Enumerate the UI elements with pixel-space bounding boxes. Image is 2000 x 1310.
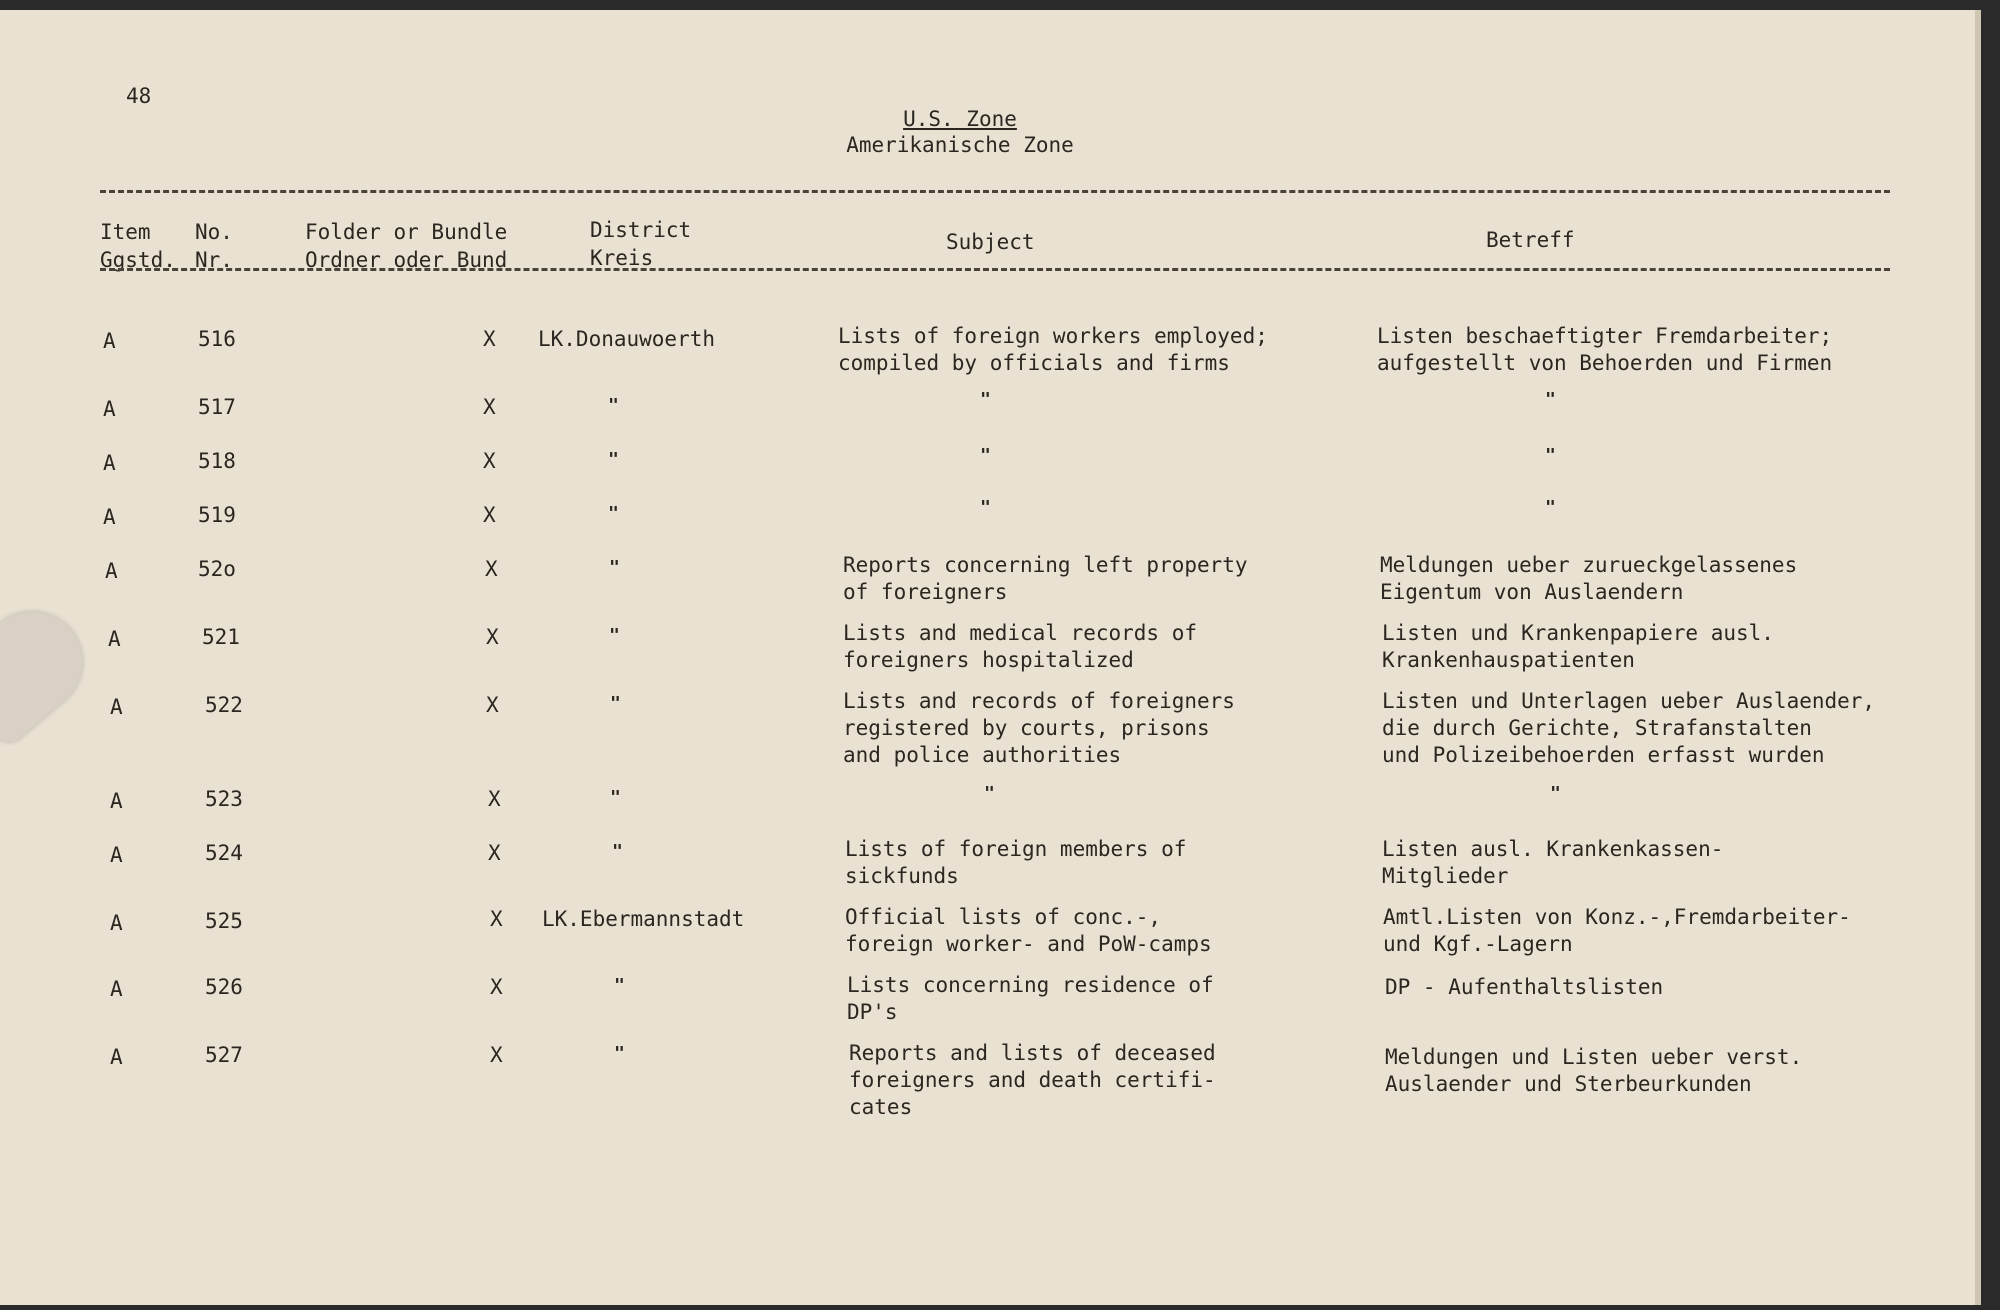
subject-line: of foreigners: [843, 580, 1008, 604]
row-subject: [838, 323, 1268, 377]
row-no: 527: [205, 1043, 243, 1067]
row-no: 526: [205, 975, 243, 999]
subject-line: cates: [849, 1095, 913, 1119]
row-subject: [845, 836, 1186, 890]
betreff-line: Mitglieder: [1382, 864, 1509, 888]
row-item: A: [110, 911, 123, 935]
subject-line: foreign worker- and PoW-camps: [845, 932, 1212, 956]
thumb-overlay: [0, 592, 103, 749]
row-betreff: [1382, 688, 1875, 769]
row-district: ": [614, 975, 625, 996]
subject-line: compiled by officials and firms: [838, 351, 1230, 375]
betreff-line: Amtl.Listen von Konz.-,Fremdarbeiter-: [1383, 905, 1851, 929]
row-subject: [843, 620, 1197, 674]
betreff-line: die durch Gerichte, Strafanstalten: [1382, 716, 1812, 740]
row-subject: [843, 688, 1235, 769]
row-folder: X: [483, 503, 496, 527]
zone-title: [640, 106, 1280, 158]
header-item: [100, 218, 176, 274]
betreff-line: Meldungen ueber zurueckgelassenes: [1380, 553, 1798, 577]
row-betreff: [1380, 552, 1797, 606]
row-item: A: [110, 1045, 123, 1069]
row-item: A: [110, 977, 123, 1001]
row-district: ": [608, 449, 619, 470]
betreff-line: Meldungen und Listen ueber verst.: [1385, 1045, 1803, 1069]
row-folder: X: [485, 557, 498, 581]
betreff-line: Krankenhauspatienten: [1382, 648, 1635, 672]
row-folder: X: [483, 449, 496, 473]
header-subject: Subject: [946, 230, 1035, 254]
row-item: A: [105, 559, 118, 583]
row-item: A: [103, 329, 116, 353]
page-number: 48: [126, 84, 152, 108]
row-betreff: [1377, 323, 1832, 377]
betreff-line: aufgestellt von Behoerden und Firmen: [1377, 351, 1833, 375]
header-folder: [305, 218, 507, 274]
row-district: ": [608, 395, 619, 416]
row-betreff: ": [1550, 783, 1561, 804]
header-district-de: Kreis: [590, 246, 654, 270]
zone-title-en: U.S. Zone: [903, 107, 1017, 131]
row-no: 518: [198, 449, 236, 473]
row-item: A: [110, 695, 123, 719]
row-folder: X: [490, 1043, 503, 1067]
row-no: 524: [205, 841, 243, 865]
subject-line: DP's: [847, 1000, 898, 1024]
row-folder: X: [488, 787, 501, 811]
header-district: [590, 216, 691, 272]
betreff-line: Listen beschaeftigter Fremdarbeiter;: [1377, 324, 1833, 348]
subject-line: Lists concerning residence of: [847, 973, 1214, 997]
row-betreff: ": [1545, 445, 1556, 466]
row-district: ": [609, 557, 620, 578]
betreff-line: Listen und Krankenpapiere ausl.: [1382, 621, 1774, 645]
row-no: 522: [205, 693, 243, 717]
row-no: 521: [202, 625, 240, 649]
row-betreff: ": [1545, 497, 1556, 518]
row-betreff: [1383, 904, 1851, 958]
header-no-en: No.: [195, 220, 233, 244]
subject-line: Reports and lists of deceased: [849, 1041, 1216, 1065]
row-folder: X: [490, 975, 503, 999]
header-folder-de: Ordner oder Bund: [305, 248, 508, 272]
row-item: A: [110, 843, 123, 867]
row-district: ": [609, 625, 620, 646]
header-rule-bottom: [100, 268, 1890, 271]
row-subject: ": [980, 497, 991, 518]
row-subject: [849, 1040, 1216, 1121]
row-item: A: [110, 789, 123, 813]
betreff-line: Auslaender und Sterbeurkunden: [1385, 1072, 1752, 1096]
row-district: ": [610, 693, 621, 714]
row-betreff: [1382, 836, 1723, 890]
row-district: ": [610, 787, 621, 808]
row-no: 517: [198, 395, 236, 419]
row-item: A: [108, 627, 121, 651]
row-subject: [847, 972, 1214, 1026]
row-subject: ": [980, 445, 991, 466]
row-subject: [843, 552, 1248, 606]
header-item-de: Ggstd.: [100, 248, 176, 272]
header-item-en: Item: [100, 220, 151, 244]
row-item: A: [103, 397, 116, 421]
subject-line: foreigners hospitalized: [843, 648, 1134, 672]
betreff-line: DP - Aufenthaltslisten: [1385, 975, 1664, 999]
subject-line: Reports concerning left property: [843, 553, 1248, 577]
row-no: 523: [205, 787, 243, 811]
row-betreff: [1385, 1044, 1802, 1098]
subject-line: sickfunds: [845, 864, 959, 888]
row-folder: X: [488, 841, 501, 865]
row-district: ": [614, 1043, 625, 1064]
header-folder-en: Folder or Bundle: [305, 220, 508, 244]
betreff-line: und Kgf.-Lagern: [1383, 932, 1573, 956]
header-rule-top: [100, 190, 1890, 193]
subject-line: Lists and medical records of: [843, 621, 1198, 645]
row-folder: X: [486, 693, 499, 717]
zone-title-de: Amerikanische Zone: [846, 133, 1074, 157]
header-betreff: Betreff: [1486, 228, 1575, 252]
subject-line: Lists of foreign members of: [845, 837, 1187, 861]
row-betreff: ": [1545, 389, 1556, 410]
subject-line: Lists and records of foreigners: [843, 689, 1235, 713]
subject-line: and police authorities: [843, 743, 1122, 767]
row-folder: X: [490, 907, 503, 931]
row-item: A: [103, 451, 116, 475]
row-betreff: [1385, 974, 1663, 1001]
betreff-line: und Polizeibehoerden erfasst wurden: [1382, 743, 1825, 767]
header-no-de: Nr.: [195, 248, 233, 272]
row-folder: X: [483, 395, 496, 419]
subject-line: Official lists of conc.-,: [845, 905, 1162, 929]
betreff-line: Eigentum von Auslaendern: [1380, 580, 1684, 604]
row-district: LK.Donauwoerth: [538, 327, 716, 351]
document-page: [0, 10, 1981, 1305]
row-no: 525: [205, 909, 243, 933]
betreff-line: Listen ausl. Krankenkassen-: [1382, 837, 1724, 861]
row-no: 52o: [198, 557, 236, 581]
row-district: ": [608, 503, 619, 524]
row-subject: [845, 904, 1212, 958]
row-subject: ": [980, 389, 991, 410]
header-no: [195, 218, 233, 274]
subject-line: registered by courts, prisons: [843, 716, 1210, 740]
row-district: LK.Ebermannstadt: [542, 907, 745, 931]
row-folder: X: [486, 625, 499, 649]
row-district: ": [612, 841, 623, 862]
header-district-en: District: [590, 218, 692, 242]
row-no: 516: [198, 327, 236, 351]
row-no: 519: [198, 503, 236, 527]
row-item: A: [103, 505, 116, 529]
row-betreff: [1382, 620, 1774, 674]
row-subject: ": [984, 783, 995, 804]
row-folder: X: [483, 327, 496, 351]
subject-line: foreigners and death certifi-: [849, 1068, 1216, 1092]
subject-line: Lists of foreign workers employed;: [838, 324, 1268, 348]
betreff-line: Listen und Unterlagen ueber Auslaender,: [1382, 689, 1876, 713]
